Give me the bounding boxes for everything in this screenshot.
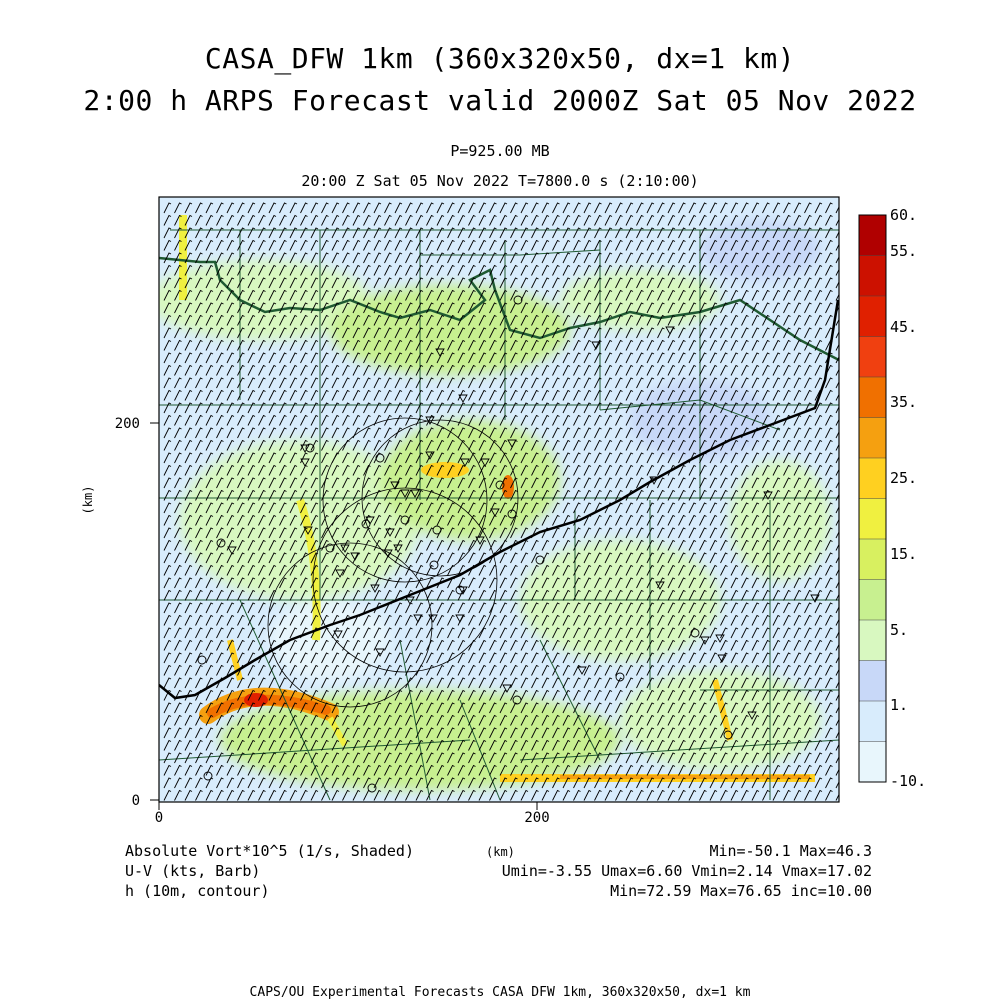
- colorbar-swatch: [859, 337, 886, 378]
- map-title-line-1: CASA_DFW 1km (360x320x50, dx=1 km): [204, 42, 796, 75]
- colorbar-swatch: [859, 580, 886, 621]
- x-tick-0: 0: [154, 810, 164, 826]
- colorbar-swatch: [859, 458, 886, 499]
- colorbar-swatch: [859, 418, 886, 459]
- colorbar-label: 35.: [890, 393, 918, 411]
- pressure-level-label: P=925.00 MB: [450, 142, 550, 160]
- y-axis-unit: (km): [81, 485, 95, 515]
- colorbar-swatch: [859, 701, 886, 742]
- colorbar-swatch: [859, 256, 886, 297]
- footer-credit: CAPS/OU Experimental Forecasts CASA DFW 1km, 360x320x50, dx=1 km: [249, 985, 751, 1000]
- colorbar-swatch: [859, 539, 886, 580]
- colorbar-label: 25.: [890, 469, 918, 487]
- vorticity-shading: [150, 197, 839, 802]
- colorbar-label: 15.: [890, 545, 918, 563]
- colorbar-swatch: [859, 215, 886, 256]
- valid-time-label: 20:00 Z Sat 05 Nov 2022 T=7800.0 s (2:10:00): [301, 172, 699, 190]
- colorbar-swatch: [859, 742, 886, 783]
- colorbar-label: 5.: [890, 621, 909, 639]
- legend-wind-stats: Umin=-3.55 Umax=6.60 Vmin=2.14 Vmax=17.02: [501, 862, 872, 880]
- colorbar-swatch: [859, 296, 886, 337]
- x-tick-200: 200: [524, 810, 550, 826]
- legend-x-unit: (km): [486, 845, 515, 859]
- colorbar: [859, 215, 886, 783]
- colorbar-label: 60.: [890, 206, 918, 224]
- legend-height-stats: Min=72.59 Max=76.65 inc=10.00: [610, 882, 872, 900]
- legend-field-vorticity: Absolute Vort*10^5 (1/s, Shaded): [125, 842, 414, 860]
- colorbar-swatch: [859, 499, 886, 540]
- colorbar-label: -10.: [890, 772, 927, 790]
- legend-field-wind: U-V (kts, Barb): [125, 862, 261, 880]
- colorbar-label: 45.: [890, 318, 918, 336]
- colorbar-label: 55.: [890, 242, 918, 260]
- map-title-line-2: 2:00 h ARPS Forecast valid 2000Z Sat 05 Nov 2022: [83, 84, 917, 117]
- colorbar-swatch: [859, 620, 886, 661]
- y-tick-200: 200: [114, 416, 140, 432]
- y-tick-0: 0: [131, 793, 140, 809]
- colorbar-labels: [890, 206, 926, 790]
- legend-vorticity-stats: Min=-50.1 Max=46.3: [709, 842, 872, 860]
- colorbar-swatch: [859, 377, 886, 418]
- colorbar-label: 1.: [890, 696, 909, 714]
- colorbar-swatch: [859, 661, 886, 702]
- legend-field-height: h (10m, contour): [125, 882, 270, 900]
